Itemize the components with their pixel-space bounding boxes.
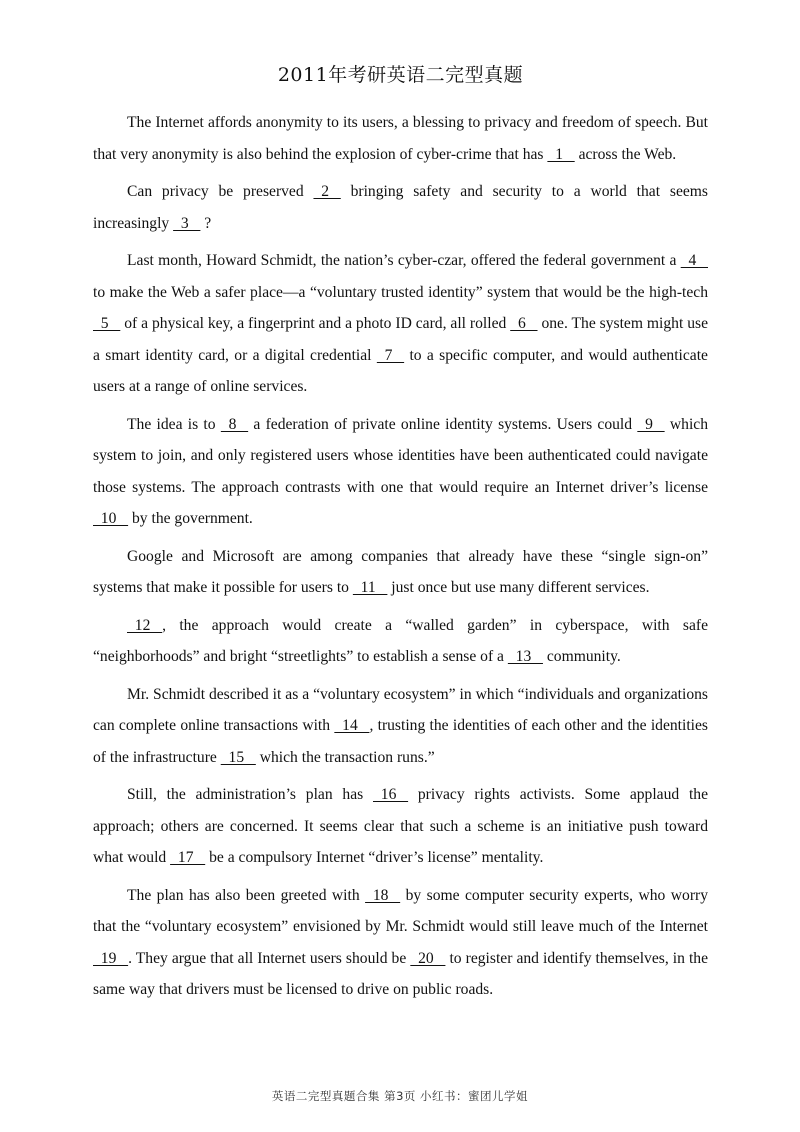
blank-11[interactable]: 11 — [352, 579, 388, 596]
blank-20[interactable]: 20 — [410, 949, 446, 967]
passage-text: Still, the administration’s plan has — [127, 786, 373, 803]
blank-13[interactable]: 13 — [507, 648, 543, 665]
passage-text: which system to join, and only registered users whose identities have been authenticated could navigate those systems. The approach contrasts with one that would require an Internet driver’s license — [93, 415, 709, 496]
passage-text: Mr. Schmidt described it as a “voluntary ecosystem” in which “individuals and organizations can complete online transactions with — [93, 685, 708, 734]
paragraph-8 — [93, 779, 708, 874]
paragraph-1 — [93, 107, 708, 170]
blank-3[interactable]: 3 — [173, 214, 201, 232]
paragraph-4 — [93, 409, 708, 535]
passage-text: of a physical key, a fingerprint and a photo ID card, all rolled — [120, 315, 511, 332]
passage-text: by some computer security experts, who worry that the “voluntary ecosystem” envisioned by Mr. Schmidt would still leave much of the Internet — [93, 886, 708, 935]
blank-5[interactable]: 5 — [93, 315, 121, 332]
page-title: 2011年考研英语二完型真题 — [277, 64, 524, 86]
passage-text: by the government. — [128, 510, 253, 527]
passage-text: privacy rights activists. Some applaud the approach; others are concerned. It seems clear that such a scheme is an initiative push toward what would — [93, 786, 709, 866]
blank-15[interactable]: 15 — [220, 748, 256, 766]
passage-text: The idea is to — [127, 415, 221, 433]
blank-6[interactable]: 6 — [510, 315, 538, 332]
passage-text: The plan has also been greeted with — [127, 886, 366, 904]
passage-text: Last month, Howard Schmidt, the nation’s cyber-czar, offered the federal government a — [127, 252, 681, 269]
blank-19[interactable]: 19 — [93, 949, 129, 967]
passage-text: The Internet affords anonymity to its users, a blessing to privacy and freedom of speech. But that very anonymity is also behind the explosion of cyber-crime that has — [93, 114, 708, 163]
passage-text: bringing safety and security to a world that seems increasingly — [93, 183, 708, 232]
passage-text: , trusting the identities of each other and the identities of the infrastructure — [93, 717, 708, 766]
paragraph-9 — [93, 880, 708, 1006]
paragraph-5 — [93, 541, 708, 604]
passage-text: which the transaction runs.” — [255, 748, 435, 766]
passage-text: a federation of private online identity systems. Users could — [248, 415, 638, 433]
blank-7[interactable]: 7 — [376, 346, 405, 364]
blank-18[interactable]: 18 — [365, 886, 401, 904]
blank-10[interactable]: 10 — [93, 510, 129, 527]
blank-16[interactable]: 16 — [373, 786, 409, 803]
passage-text: . They argue that all Internet users should be — [128, 949, 411, 967]
passage-text: to register and identify themselves, in the same way that drivers must be licensed to drive on public roads. — [93, 949, 709, 998]
passage-text: Can privacy be preserved — [127, 183, 314, 200]
blank-4[interactable]: 4 — [680, 252, 708, 269]
paragraph-7 — [93, 679, 708, 774]
blank-2[interactable]: 2 — [313, 183, 341, 200]
passage-text: Google and Microsoft are among companies that already have these “single sign-on” systems that make it possible for users to — [93, 547, 708, 596]
passage-text: , the approach would create a “walled garden” in cyberspace, with safe “neighborhoods” and bright “streetlights” to establish a sense of a — [93, 616, 708, 665]
blank-12[interactable]: 12 — [127, 616, 163, 634]
paragraph-3 — [93, 245, 708, 403]
paragraph-2 — [93, 176, 708, 239]
passage-text: be a compulsory Internet “driver’s license” mentality. — [205, 849, 544, 866]
blank-14[interactable]: 14 — [334, 717, 370, 734]
passage-text: one. The system might use a smart identity card, or a digital credential — [93, 315, 709, 364]
document-page — [93, 60, 708, 1012]
passage-text: to a specific computer, and would authenticate users at a range of online services. — [93, 346, 708, 395]
passage-text: across the Web. — [574, 145, 677, 163]
passage-text: just once but use many different services. — [387, 579, 650, 596]
paragraph-6 — [93, 610, 708, 673]
passage-text: to make the Web a safer place—a “voluntary trusted identity” system that would be the high-tech — [93, 283, 708, 301]
passage-text: community. — [542, 648, 621, 665]
blank-9[interactable]: 9 — [637, 415, 665, 433]
page-footer: 英语二完型真题合集 第3页 小红书：蜜团儿学姐 — [271, 1089, 529, 1103]
blank-17[interactable]: 17 — [170, 849, 206, 866]
blank-1[interactable]: 1 — [547, 145, 575, 163]
cloze-passage — [93, 107, 708, 1006]
blank-8[interactable]: 8 — [220, 415, 249, 433]
passage-text: ? — [200, 214, 212, 232]
